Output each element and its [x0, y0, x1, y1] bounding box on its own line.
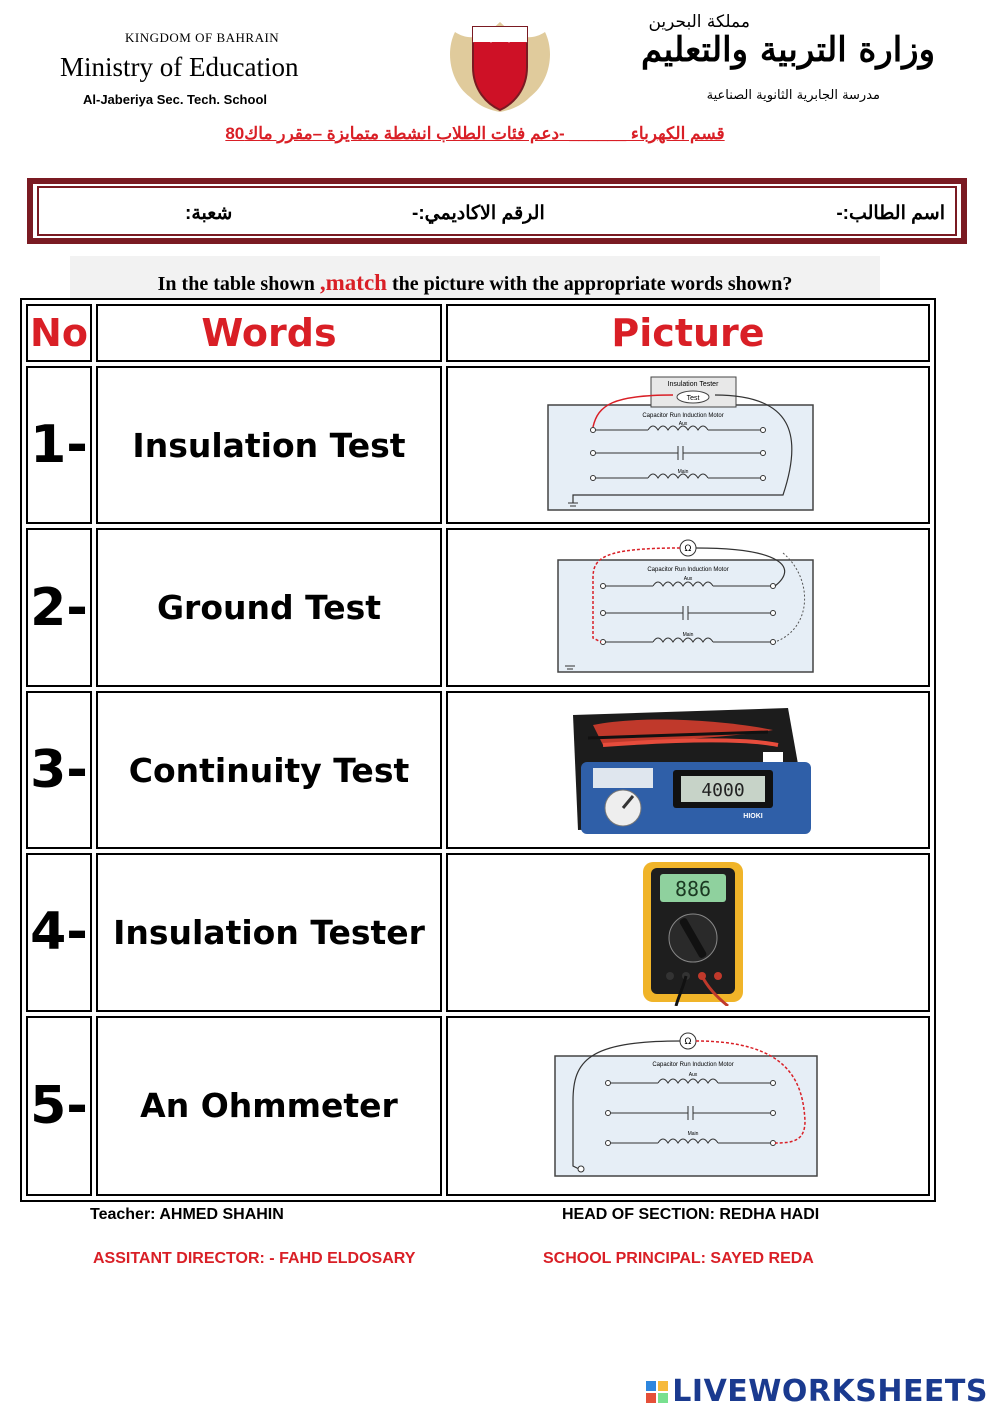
question-text [70, 270, 880, 296]
question-after: the picture with the appropriate words shown? [386, 273, 793, 295]
ministry-ar: وزارة التربية والتعليم [641, 30, 935, 70]
header-words: Words [96, 304, 442, 362]
dmm-display: 886 [674, 877, 712, 902]
insulation-tester-device-icon[interactable] [563, 700, 813, 840]
motor-diagram-insulation-tester-icon[interactable] [543, 375, 833, 515]
digital-multimeter-icon[interactable] [598, 858, 778, 1006]
aux-label: Aux [688, 1071, 698, 1078]
table-row [26, 1016, 930, 1196]
academic-id-label[interactable]: الرقم الاكاديمي:- [412, 203, 545, 224]
table-header-row [26, 304, 930, 362]
row-word[interactable]: Ground Test [96, 528, 442, 686]
main-label: Main [682, 631, 694, 638]
row-picture-cell[interactable] [446, 528, 930, 686]
meter-symbol: Ω [684, 543, 692, 554]
motor-diagram-ohmmeter-top-icon[interactable] [543, 538, 833, 678]
student-name-label[interactable]: اسم الطالب:- [836, 203, 945, 224]
motor-title: Capacitor Run Induction Motor [642, 413, 724, 420]
row-number: 2- [26, 528, 92, 686]
aux-label: Aux [678, 421, 688, 428]
motor-diagram-ground-icon[interactable] [543, 1031, 833, 1181]
row-picture-cell[interactable] [446, 853, 930, 1011]
school-ar: مدرسة الجابرية الثانوية الصناعية [706, 88, 880, 103]
test-button-label: Test [686, 395, 700, 403]
liveworksheets-logo[interactable] [646, 1374, 988, 1409]
row-word[interactable]: Insulation Tester [96, 853, 442, 1011]
header-no: No [26, 304, 92, 362]
header-picture: Picture [446, 304, 930, 362]
question-before: In the table shown [157, 273, 320, 295]
ministry-en: Ministry of Education [60, 52, 299, 82]
question-keyword: ,match [319, 270, 387, 295]
row-picture-cell[interactable] [446, 1016, 930, 1196]
section-label[interactable]: شعبة: [185, 203, 233, 224]
kingdom-ar: مملكة البحرين [648, 12, 750, 32]
assistant-director: ASSITANT DIRECTOR: - FAHD ELDOSARY [93, 1250, 416, 1267]
kingdom-en: KINGDOM OF BAHRAIN [125, 30, 280, 45]
table-row [26, 528, 930, 686]
head-of-section: HEAD OF SECTION: REDHA HADI [562, 1206, 820, 1223]
hioki-display: 4000 [701, 780, 745, 802]
row-number: 1- [26, 366, 92, 524]
school-en: Al-Jaberiya Sec. Tech. School [83, 92, 267, 107]
table-row [26, 366, 930, 524]
meter-symbol: Ω [684, 1036, 692, 1047]
table-row [26, 691, 930, 849]
row-word[interactable]: Continuity Test [96, 691, 442, 849]
teacher-name: Teacher: AHMED SHAHIN [90, 1206, 284, 1223]
row-word[interactable]: Insulation Test [96, 366, 442, 524]
liveworksheets-text: LIVEWORKSHEETS [672, 1374, 988, 1409]
main-label: Main [687, 1130, 699, 1137]
main-label: Main [677, 469, 689, 476]
row-picture-cell[interactable] [446, 691, 930, 849]
motor-title: Capacitor Run Induction Motor [647, 566, 729, 573]
tester-label: Insulation Tester [667, 381, 719, 389]
liveworksheets-icon [646, 1381, 668, 1403]
school-principal: SCHOOL PRINCIPAL: SAYED REDA [543, 1250, 814, 1267]
row-number: 4- [26, 853, 92, 1011]
table-row [26, 853, 930, 1011]
matching-table [20, 298, 936, 1202]
aux-label: Aux [683, 575, 693, 582]
row-word[interactable]: An Ohmmeter [96, 1016, 442, 1196]
row-number: 5- [26, 1016, 92, 1196]
motor-title: Capacitor Run Induction Motor [652, 1061, 734, 1068]
worksheet-subtitle: قسم الكهرباء ______ -دعم فئات الطلاب انشطة متمايزة –مقرر ماك80 [225, 124, 725, 143]
row-picture-cell[interactable] [446, 366, 930, 524]
row-number: 3- [26, 691, 92, 849]
hioki-brand: HIOKI [743, 813, 763, 821]
bahrain-emblem-icon [445, 12, 555, 117]
